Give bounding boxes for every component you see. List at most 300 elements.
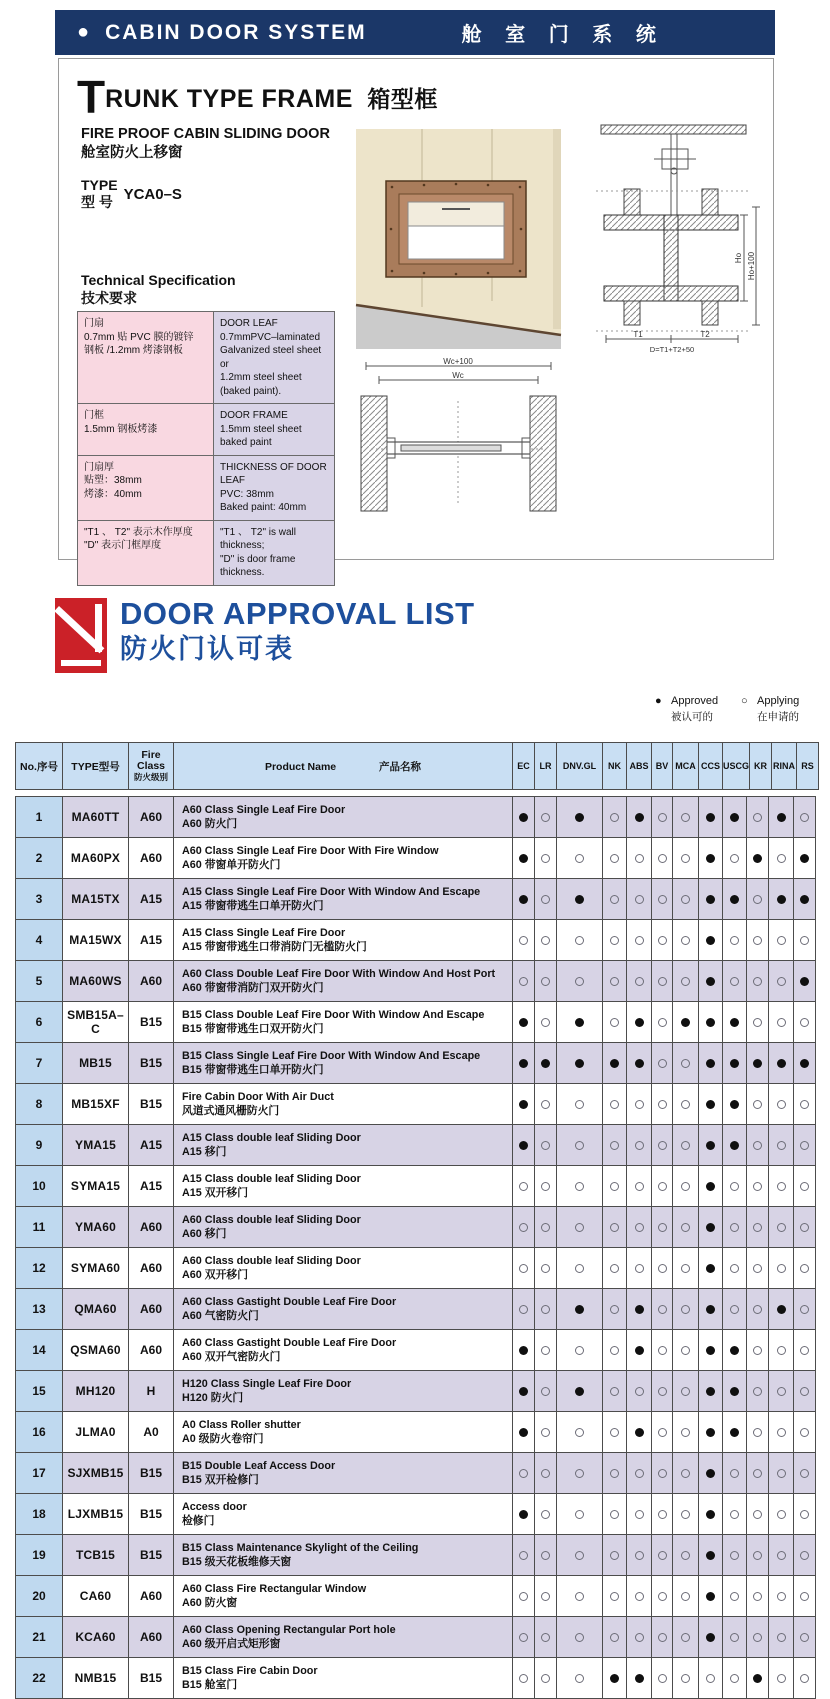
cell-approval — [747, 838, 769, 879]
cell-approval — [673, 1412, 699, 1453]
cell-approval — [557, 961, 603, 1002]
cell-approval — [535, 1207, 557, 1248]
applying-dot-icon — [658, 1674, 667, 1683]
cell-approval — [673, 1494, 699, 1535]
cell-approval — [557, 1371, 603, 1412]
cell-approval — [603, 1248, 627, 1289]
product-name-en: A60 Class Gastight Double Leaf Fire Door — [182, 1336, 397, 1349]
cell-product — [174, 1002, 513, 1043]
cell-approval — [627, 1043, 652, 1084]
cell-approval — [603, 1125, 627, 1166]
legend-approved-zh: 被认可的 — [671, 711, 713, 723]
table-row — [16, 1248, 816, 1289]
cell-fire-class: H — [129, 1371, 174, 1412]
cell-approval — [557, 920, 603, 961]
cell-approval — [699, 1248, 723, 1289]
applying-dot-icon — [575, 936, 584, 945]
cell-approval — [673, 1371, 699, 1412]
cell-approval — [603, 961, 627, 1002]
cell-approval — [769, 879, 794, 920]
cell-approval — [652, 961, 673, 1002]
cell-no: 9 — [16, 1125, 63, 1166]
col-header-society-lr: LR — [535, 743, 557, 790]
applying-dot-icon — [635, 1469, 644, 1478]
svg-text:Ho+100: Ho+100 — [747, 251, 756, 281]
product-name-en: A15 Class Single Leaf Fire Door With Window And Escape — [182, 885, 481, 898]
applying-dot-icon — [777, 936, 786, 945]
horizontal-section-drawing — [351, 356, 566, 536]
cell-approval — [769, 1248, 794, 1289]
col-header-product — [174, 743, 513, 790]
approved-dot-icon — [706, 1018, 715, 1027]
applying-dot-icon — [541, 1387, 550, 1396]
applying-dot-icon — [635, 1387, 644, 1396]
cell-approval — [652, 1330, 673, 1371]
approved-dot-icon — [635, 1059, 644, 1068]
cell-approval — [723, 1207, 747, 1248]
col-header-society-kr: KR — [750, 743, 772, 790]
applying-dot-icon — [800, 1674, 809, 1683]
cell-approval — [557, 1043, 603, 1084]
table-row — [16, 838, 816, 879]
cell-type: SMB15A–C — [63, 1002, 129, 1043]
cell-approval — [557, 1535, 603, 1576]
applying-dot-icon — [575, 1510, 584, 1519]
table-row — [16, 1002, 816, 1043]
approved-dot-icon — [706, 1223, 715, 1232]
cell-approval — [769, 1125, 794, 1166]
applying-dot-icon — [800, 1305, 809, 1314]
cell-approval — [627, 879, 652, 920]
approved-dot-icon — [706, 1551, 715, 1560]
applying-dot-icon — [610, 1018, 619, 1027]
approved-dot-icon — [706, 1592, 715, 1601]
applying-dot-icon — [541, 1346, 550, 1355]
cell-fire-class: B15 — [129, 1494, 174, 1535]
cell-approval — [794, 1453, 816, 1494]
approved-dot-icon — [635, 1305, 644, 1314]
applying-dot-icon — [610, 1592, 619, 1601]
cell-approval — [723, 920, 747, 961]
product-name-zh: H120 防火门 — [182, 1391, 244, 1404]
product-header-en: Product Name — [264, 760, 337, 773]
cell-fire-class: A60 — [129, 1330, 174, 1371]
applying-dot-icon — [658, 1510, 667, 1519]
cell-approval — [627, 797, 652, 838]
cell-approval — [603, 1412, 627, 1453]
cell-approval — [535, 1494, 557, 1535]
approved-dot-icon — [730, 1100, 739, 1109]
cell-approval — [794, 1535, 816, 1576]
section-banner — [55, 10, 775, 55]
cell-approval — [627, 1412, 652, 1453]
applying-dot-icon — [777, 1674, 786, 1683]
cell-approval — [557, 838, 603, 879]
applying-dot-icon — [753, 1510, 762, 1519]
cell-approval — [557, 1207, 603, 1248]
cell-approval — [723, 797, 747, 838]
applying-dot-icon — [730, 1223, 739, 1232]
cell-no: 14 — [16, 1330, 63, 1371]
trunk-frame-panel — [58, 58, 774, 578]
applying-dot-icon — [753, 1428, 762, 1437]
cell-approval — [603, 1330, 627, 1371]
cell-approval — [747, 1207, 769, 1248]
applying-dot-icon — [658, 1387, 667, 1396]
applying-dot-icon — [658, 1264, 667, 1273]
spec-row — [78, 312, 335, 404]
cell-product — [174, 1371, 513, 1412]
approved-dot-icon — [519, 1100, 528, 1109]
applying-dot-icon — [519, 1264, 528, 1273]
cell-approval — [513, 797, 535, 838]
spec-row — [78, 404, 335, 456]
applying-dot-icon — [777, 1264, 786, 1273]
approved-dot-icon — [519, 1428, 528, 1437]
cell-no: 3 — [16, 879, 63, 920]
cell-approval — [769, 1289, 794, 1330]
col-header-society-uscg: USCG — [723, 743, 750, 790]
cell-approval — [513, 1002, 535, 1043]
applying-dot-icon — [681, 1469, 690, 1478]
cell-type: SYMA60 — [63, 1248, 129, 1289]
approval-title-en: DOOR APPROVAL LIST — [120, 596, 475, 631]
applying-dot-icon — [681, 936, 690, 945]
applying-dot-icon — [800, 936, 809, 945]
cell-approval — [769, 1535, 794, 1576]
trunk-title-initial: T — [77, 71, 106, 123]
cell-approval — [673, 1002, 699, 1043]
applying-dot-icon — [800, 1223, 809, 1232]
cell-approval — [673, 1207, 699, 1248]
cell-approval — [557, 797, 603, 838]
applying-dot-icon — [681, 1264, 690, 1273]
cell-no: 2 — [16, 838, 63, 879]
table-row — [16, 1453, 816, 1494]
approved-dot-icon — [519, 854, 528, 863]
cell-approval — [513, 1289, 535, 1330]
cell-approval — [627, 1453, 652, 1494]
cell-approval — [652, 1207, 673, 1248]
cell-approval — [673, 1043, 699, 1084]
applying-dot-icon — [777, 1592, 786, 1601]
cell-approval — [535, 1658, 557, 1699]
applying-dot-icon — [730, 1674, 739, 1683]
applying-dot-icon — [635, 895, 644, 904]
table-row — [16, 1166, 816, 1207]
applying-dot-icon — [635, 1592, 644, 1601]
cell-type: MA15WX — [63, 920, 129, 961]
product-name-en: A60 Class Double Leaf Fire Door With Window And Host Port — [182, 967, 496, 980]
applying-dot-icon — [753, 1182, 762, 1191]
legend-applying-en: Applying — [757, 695, 800, 707]
cell-approval — [673, 920, 699, 961]
product-name-en: A60 Class Opening Rectangular Port hole — [182, 1623, 396, 1636]
cell-approval — [699, 1084, 723, 1125]
trunk-title-zh: 箱型框 — [367, 86, 438, 112]
col-header-society-abs: ABS — [627, 743, 652, 790]
applying-dot-icon — [777, 1633, 786, 1642]
applying-dot-icon — [541, 1592, 550, 1601]
cell-approval — [513, 1248, 535, 1289]
cell-approval — [627, 920, 652, 961]
cell-approval — [652, 879, 673, 920]
cell-approval — [603, 1002, 627, 1043]
approved-dot-icon — [706, 1100, 715, 1109]
cell-no: 5 — [16, 961, 63, 1002]
cell-approval — [699, 1289, 723, 1330]
product-name-zh: A15 双开移门 — [182, 1186, 248, 1199]
cell-no: 16 — [16, 1412, 63, 1453]
approved-dot-icon — [753, 1674, 762, 1683]
cell-approval — [513, 1494, 535, 1535]
cell-approval — [652, 1617, 673, 1658]
product-name-zh: A60 移门 — [182, 1227, 227, 1240]
applying-dot-icon — [753, 1141, 762, 1150]
cell-approval — [747, 1576, 769, 1617]
cell-approval — [513, 1658, 535, 1699]
cell-approval — [794, 1494, 816, 1535]
applying-dot-icon — [730, 1510, 739, 1519]
cell-approval — [699, 1043, 723, 1084]
applying-dot-icon — [541, 1100, 550, 1109]
cell-approval — [513, 1125, 535, 1166]
product-name-zh: 风道式通风栅防火门 — [182, 1104, 280, 1117]
cell-fire-class: B15 — [129, 1658, 174, 1699]
approved-dot-icon — [575, 1305, 584, 1314]
approved-dot-icon — [519, 1141, 528, 1150]
cell-fire-class: B15 — [129, 1453, 174, 1494]
cell-approval — [723, 1371, 747, 1412]
applying-dot-icon — [541, 895, 550, 904]
table-row — [16, 1330, 816, 1371]
cell-type: QSMA60 — [63, 1330, 129, 1371]
cell-approval — [652, 1494, 673, 1535]
cell-fire-class: A60 — [129, 797, 174, 838]
cell-approval — [699, 1494, 723, 1535]
approved-dot-icon — [635, 1346, 644, 1355]
applying-dot-icon — [800, 1182, 809, 1191]
applying-dot-icon — [541, 1469, 550, 1478]
spec-row — [78, 455, 335, 520]
applying-dot-icon — [658, 813, 667, 822]
approved-dot-icon — [575, 1387, 584, 1396]
cell-approval — [627, 838, 652, 879]
cell-approval — [652, 797, 673, 838]
cell-approval — [652, 1248, 673, 1289]
cell-approval — [723, 1043, 747, 1084]
applying-dot-icon — [777, 1018, 786, 1027]
approved-dot-icon — [575, 813, 584, 822]
cell-fire-class: B15 — [129, 1084, 174, 1125]
cell-approval — [747, 1330, 769, 1371]
cell-approval — [747, 1617, 769, 1658]
applying-dot-icon — [800, 1592, 809, 1601]
cell-approval — [557, 1330, 603, 1371]
applying-dot-icon — [635, 1141, 644, 1150]
applying-dot-icon — [610, 1182, 619, 1191]
cell-approval — [699, 1412, 723, 1453]
applying-dot-icon — [681, 1346, 690, 1355]
cell-approval — [769, 920, 794, 961]
cell-type: SYMA15 — [63, 1166, 129, 1207]
applying-dot-icon — [658, 1428, 667, 1437]
spec-cell-zh: 门框 1.5mm 钢板烤漆 — [78, 404, 214, 456]
approved-dot-icon — [519, 1346, 528, 1355]
applying-dot-icon — [575, 1551, 584, 1560]
spec-table — [77, 311, 335, 586]
approved-dot-icon — [730, 1428, 739, 1437]
cell-approval — [535, 1289, 557, 1330]
approval-table — [15, 796, 816, 1699]
table-row — [16, 1576, 816, 1617]
applying-dot-icon — [800, 1551, 809, 1560]
applying-dot-icon — [541, 1018, 550, 1027]
approved-dot-icon — [519, 1018, 528, 1027]
product-name-en: A60 Class Gastight Double Leaf Fire Door — [182, 1295, 397, 1308]
table-row — [16, 1412, 816, 1453]
spec-cell-en: "T1 、 T2" is wall thickness; "D" is door frame thickness. — [214, 520, 335, 585]
applying-dot-icon — [610, 1387, 619, 1396]
applying-dot-icon — [519, 1469, 528, 1478]
approval-legend — [655, 693, 823, 725]
approved-dot-icon — [541, 1059, 550, 1068]
cell-approval — [557, 1084, 603, 1125]
cell-approval — [723, 838, 747, 879]
cell-approval — [747, 1084, 769, 1125]
approved-dot-icon — [706, 977, 715, 986]
product-name-zh: B15 带窗带逃生口双开防火门 — [182, 1022, 324, 1035]
applying-dot-icon — [658, 1592, 667, 1601]
applying-dot-icon — [541, 936, 550, 945]
cell-approval — [535, 1535, 557, 1576]
cell-approval — [603, 1371, 627, 1412]
applying-dot-icon — [575, 977, 584, 986]
col-header-society-nk: NK — [603, 743, 627, 790]
svg-text:Ho: Ho — [734, 252, 743, 264]
product-name-zh: B15 带窗带逃生口单开防火门 — [182, 1063, 324, 1076]
applying-dot-icon — [575, 1223, 584, 1232]
product-name-en: A60 Class Single Leaf Fire Door — [182, 803, 346, 816]
cell-approval — [794, 838, 816, 879]
applying-dot-icon — [777, 1428, 786, 1437]
fire-class-line3: 防火级别 — [133, 771, 168, 782]
applying-dot-icon — [753, 1469, 762, 1478]
applying-dot-icon — [777, 1469, 786, 1478]
table-row — [16, 1371, 816, 1412]
cell-approval — [603, 1207, 627, 1248]
applying-dot-icon — [777, 1182, 786, 1191]
applying-dot-icon — [800, 1510, 809, 1519]
cell-approval — [794, 1371, 816, 1412]
applying-dot-icon — [541, 1264, 550, 1273]
product-name-en: A15 Class double leaf Sliding Door — [182, 1131, 361, 1144]
approved-dot-icon — [706, 1428, 715, 1437]
approved-dot-icon — [575, 1059, 584, 1068]
cell-approval — [513, 920, 535, 961]
applying-dot-icon — [610, 1510, 619, 1519]
product-name-zh: A60 级开启式矩形窗 — [182, 1637, 281, 1650]
applying-dot-icon — [635, 1633, 644, 1642]
applying-dot-icon — [681, 977, 690, 986]
applying-dot-icon — [681, 1674, 690, 1683]
cell-type: MA60WS — [63, 961, 129, 1002]
cell-approval — [557, 1002, 603, 1043]
table-row — [16, 1494, 816, 1535]
applying-dot-icon — [658, 1633, 667, 1642]
applying-dot-icon — [658, 1223, 667, 1232]
applying-dot-icon — [519, 1551, 528, 1560]
applying-dot-icon — [610, 1469, 619, 1478]
cell-no: 20 — [16, 1576, 63, 1617]
cell-approval — [794, 1658, 816, 1699]
cell-approval — [723, 1084, 747, 1125]
cell-approval — [769, 1330, 794, 1371]
fire-class-line1: Fire — [141, 748, 161, 761]
applying-dot-icon — [777, 1141, 786, 1150]
applying-dot-icon — [800, 813, 809, 822]
applying-dot-icon — [658, 1018, 667, 1027]
applying-dot-icon — [753, 1551, 762, 1560]
applying-dot-icon — [575, 1264, 584, 1273]
col-header-society-ec: EC — [513, 743, 535, 790]
cell-no: 6 — [16, 1002, 63, 1043]
cell-approval — [557, 1166, 603, 1207]
product-name-en: B15 Class Fire Cabin Door — [182, 1664, 318, 1677]
cell-approval — [723, 1330, 747, 1371]
approved-dot-icon — [706, 1264, 715, 1273]
legend-applying-zh: 在申请的 — [757, 711, 799, 723]
cell-approval — [723, 1289, 747, 1330]
applying-dot-icon — [635, 854, 644, 863]
cell-approval — [627, 1371, 652, 1412]
applying-dot-icon — [753, 1633, 762, 1642]
applying-dot-icon — [753, 977, 762, 986]
applying-dot-icon — [610, 936, 619, 945]
cell-type: YMA15 — [63, 1125, 129, 1166]
cell-approval — [535, 1617, 557, 1658]
cell-approval — [603, 920, 627, 961]
cell-approval — [769, 1412, 794, 1453]
applying-dot-icon — [777, 977, 786, 986]
cell-approval — [723, 879, 747, 920]
approved-dot-icon — [519, 895, 528, 904]
cell-product — [174, 1658, 513, 1699]
approved-dot-icon — [519, 1510, 528, 1519]
applying-dot-icon — [777, 1346, 786, 1355]
applying-dot-icon — [730, 1264, 739, 1273]
approved-dot-icon — [777, 813, 786, 822]
applying-dot-icon — [706, 1674, 715, 1683]
cell-approval — [794, 879, 816, 920]
cell-approval — [535, 1576, 557, 1617]
cell-approval — [535, 1412, 557, 1453]
applying-dot-icon — [519, 1674, 528, 1683]
col-header-society-dnv-gl: DNV.GL — [557, 743, 603, 790]
cell-approval — [794, 1125, 816, 1166]
trunk-title-rest: RUNK TYPE FRAME — [105, 85, 353, 113]
cell-approval — [652, 1576, 673, 1617]
cell-approval — [652, 1043, 673, 1084]
applying-dot-icon — [753, 936, 762, 945]
cell-approval — [673, 1617, 699, 1658]
applying-dot-icon — [658, 1305, 667, 1314]
product-name-zh: A60 气密防火门 — [182, 1309, 259, 1322]
applying-dot-icon — [658, 895, 667, 904]
cell-approval — [652, 920, 673, 961]
cell-approval — [627, 1289, 652, 1330]
approved-dot-icon — [800, 1059, 809, 1068]
